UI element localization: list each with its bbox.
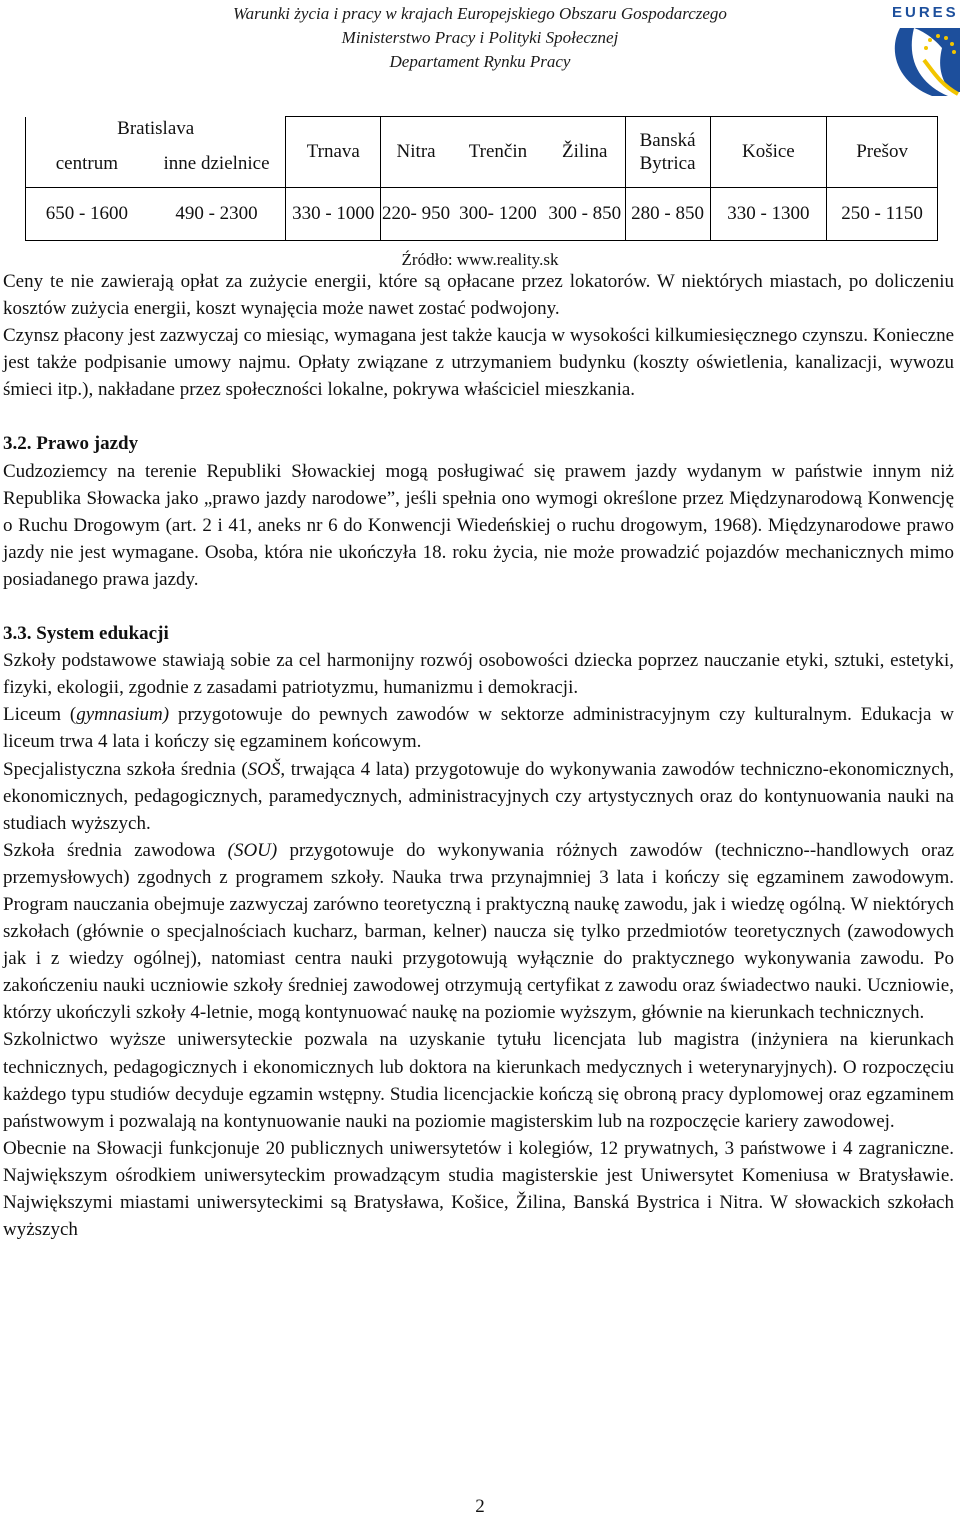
paragraph-energy-costs: Ceny te nie zawierają opłat za zużycie energii, które są opłacane przez lokatorów. W niektórych miastach, po doliczeniu kosztów zużycia energii, koszt wynajęcia może nawet zostać podwojony. (3, 271, 954, 320)
sos-text-a: Specjalistyczna szkoła średnia ( (3, 758, 248, 780)
header-bratislava: Bratislava (26, 117, 286, 141)
section-heading-driving-license: 3.2. Prawo jazdy (3, 433, 139, 455)
table-row (26, 187, 938, 240)
paragraph-driving-license: Cudzoziemcy na terenie Republiki Słowackiej mogą posługiwać się prawem jazdy wydanym w państwie innym niż Republika Słowacka jako „prawo jazdy narodowe”, jeśli spełnia ono wymogi określone przez Międzynarodową Konwencję o Ruchu Drogowym (art. 2 i 41, aneks nr 6 do Konwencji Wiedeńskiej o ruchu drogowym, 1968). Międzynarodowe prawo jazdy nie jest wymagane. Osoba, która nie ukończyła 18. roku życia, nie może prowadzić pojazdów mechanicznych mimo posiadanego prawa jazdy. (3, 460, 954, 590)
header-nitra: Nitra (381, 117, 451, 188)
header-zilina: Žilina (545, 117, 625, 188)
table-cell: 330 - 1300 (710, 187, 827, 240)
paragraph-liceum (3, 701, 954, 755)
page-number: 2 (475, 1496, 485, 1517)
paragraph-universities: Obecnie na Słowacji funkcjonuje 20 publicznych uniwersytetów i kolegiów, 12 prywatnych, 3 państwowe i 4 zagraniczne. Największym ośrodkiem uniwersyteckim prowadzącym studia magisterskie jest Uniwersytet Komeniusa w Bratysławie. Największymi miastami uniwersyteckimi są Bratysława, Košice, Žilina, Banská Bystrica i Nitra. W słowackich szkołach wyższych (3, 1137, 954, 1241)
liceum-text-a: Liceum ( (3, 704, 77, 726)
header-banska-bystrica: Banská Bytrica (625, 117, 710, 188)
header-centrum: centrum (26, 141, 148, 188)
header-department: Departament Rynku Pracy (389, 52, 571, 71)
section-heading-education: 3.3. System edukacji (3, 623, 169, 645)
header-trnava: Trnava (286, 117, 381, 188)
sos-text-italic: SOŠ (247, 758, 281, 780)
header-title: Warunki życia i pracy w krajach Europejskiego Obszaru Gospodarczego (233, 4, 727, 23)
liceum-text-italic: gymnasium) (76, 704, 170, 726)
header-trencin: Trenčin (451, 117, 545, 188)
paragraph-sou (3, 837, 954, 1027)
table-cell: 490 - 2300 (148, 187, 286, 240)
table-source: Źródło: www.reality.sk (401, 250, 559, 269)
document-header (150, 2, 810, 74)
eures-logo (880, 0, 960, 100)
header-presov: Prešov (827, 117, 938, 188)
eures-logo-text: EURES (892, 4, 959, 21)
paragraph-sos (3, 756, 954, 837)
table-cell: 300- 1200 (451, 187, 545, 240)
header-inne-dzielnice: inne dzielnice (148, 141, 286, 188)
header-ministry: Ministerstwo Pracy i Polityki Społecznej (341, 28, 619, 47)
paragraph-higher-education: Szkolnictwo wyższe uniwersyteckie pozwala na uzyskanie tytułu licencjata lub magistra (inżyniera na kierunkach technicznych, pedagogicznych i ekonomicznych lub doktora na kierunkach medycznych i weterynaryjnych). O rozpoczęciu każdego typu studiów decyduje egzamin wstępny. Studia licencjackie kończą się obroną pracy dyplomowej oraz egzaminem państwowym i pozwalają na kontynuowanie nauki na poziomie magisterskim lub na rozpoczęcie kariery zawodowej. (3, 1029, 954, 1132)
paragraph-rent: Czynsz płacony jest zazwyczaj co miesiąc, wymagana jest także kaucja w wysokości kilkumiesięcznego czynszu. Konieczne jest także podpisanie umowy najmu. Opłaty związane z utrzymaniem budynku (koszty oświetlenia, kanalizacji, wywozu śmieci itp.), nakładane przez społeczności lokalne, pokrywa właściciel mieszkania. (3, 325, 954, 401)
document-body (3, 268, 954, 1243)
sou-text-c: przygotowuje do wykonywania różnych zawodów (techniczno--handlowych oraz przemysłowych) zgodnych z programem szkoły. Nauka trwa przynajmniej 3 lata i kończy się egzaminem zawodowym. Program nauczania obejmuje zazwyczaj zarówno teoretyczną i praktyczną naukę zawodu, jak i wiedzę ogólną. W niektórych szkołach (głównie o specjalnościach kucharz, barman, kelner) naucza się tylko przedmiotów teoretycznych (zawodowych jak i z wiedzy ogólnej), natomiast centra nauki przygotowują wyłącznie do praktycznego wykonywania zawodu. Po zakończeniu nauki uczniowie szkoły średniej zawodowej otrzymują certyfikat z zawodu oraz świadectwo nauki. Uczniowie, którzy ukończyli szkoły 4-letnie, mogą kontynuować naukę na poziomie wyższym, głównie na kierunkach technicznych. (3, 839, 954, 1024)
table-cell: 220- 950 (381, 187, 451, 240)
liceum-text-c: przygotowuje do pewnych zawodów w sektorze administracyjnym czy kulturalnym. Edukacja w liceum trwa 4 lata i kończy się egzaminem końcowym. (3, 704, 954, 753)
paragraph-primary-schools: Szkoły podstawowe stawiają sobie za cel harmonijny rozwój osobowości dziecka poprzez nauczanie etyki, sztuki, estetyki, fizyki, ekologii, zgodnie z zasadami patriotyzmu, humanizmu i demokracji. (3, 650, 954, 699)
table-header-row (26, 117, 938, 141)
table-cell: 300 - 850 (545, 187, 625, 240)
sos-text-c: , trwająca 4 lata) przygotowuje do wykonywania zawodów techniczno-ekonomicznych, ekonomicznych, pedagogicznych, paramedycznych, administracyjnych czy artystycznych oraz do kontynuowania nauki na studiach wyższych. (3, 758, 954, 834)
header-kosice: Košice (710, 117, 827, 188)
table-cell: 250 - 1150 (827, 187, 938, 240)
table-cell: 280 - 850 (625, 187, 710, 240)
table-cell: 330 - 1000 (286, 187, 381, 240)
sou-text-italic: (SOU) (227, 839, 278, 861)
table-cell: 650 - 1600 (26, 187, 148, 240)
rent-price-table (25, 116, 938, 241)
sou-text-a: Szkoła średnia zawodowa (3, 839, 228, 861)
